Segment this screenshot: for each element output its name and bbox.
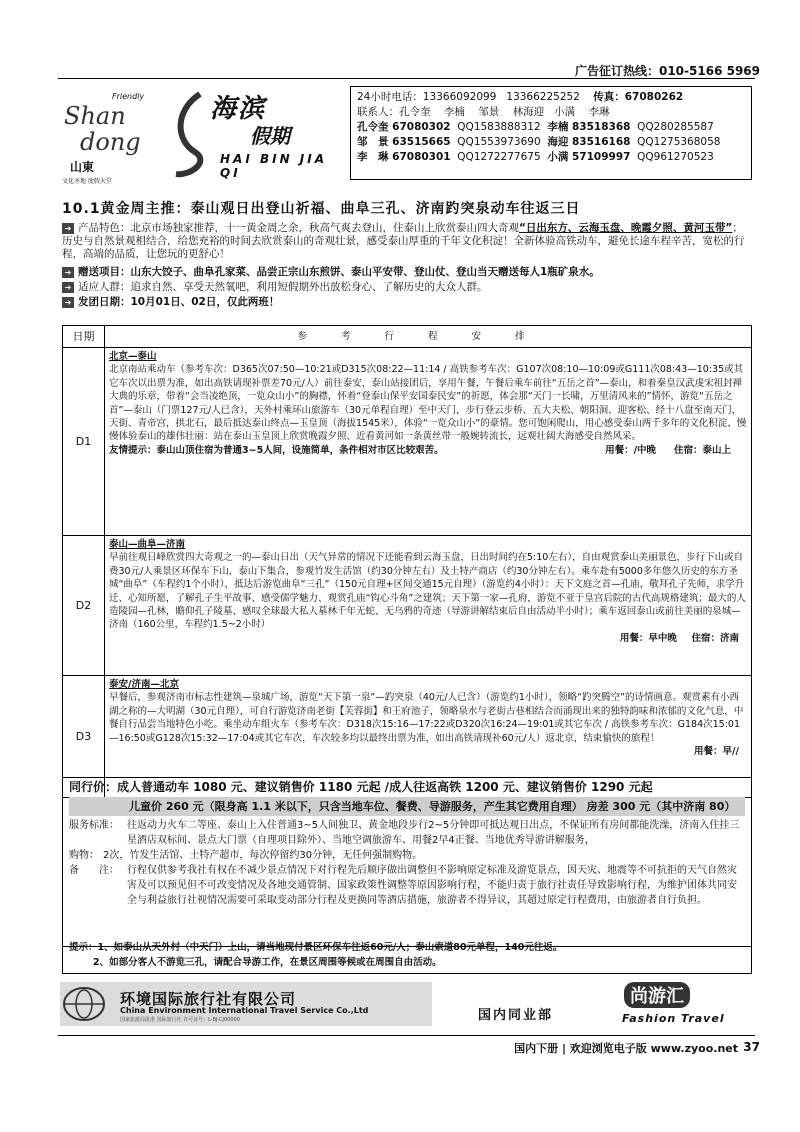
company-banner xyxy=(60,982,432,1026)
contact-row xyxy=(357,150,745,165)
hotline-row xyxy=(357,90,745,105)
contact-cell: QQ961270523 xyxy=(637,151,714,163)
notes-line xyxy=(69,863,745,908)
day-route: 泰安/济南—北京 xyxy=(109,679,179,690)
ad-hotline: 广告征订热线：010-5166 5969 xyxy=(574,64,760,78)
contact-cell: 李楠 83518368 xyxy=(547,121,631,133)
col-plan xyxy=(105,326,752,348)
day-text: 北京南站乘动车（参考车次：D365次07:50—10:21或D315次08:22—11:14 / 高铁参考车次：G107次08:10—10:09或G111次08:43—10:35或其它车次以出票为准，如出高铁请现补票差70元/人）前往泰安，泰山站接团后，享用午餐，午餐后乘车前往“五岳之首”—泰山，和着秦皇汉武虔宋祖封禅大典的乐章，带着“会当凌绝顶，一览众山小”的胸襟，怀着“登泰山保平安国泰民安”的祈愿，体会那“天门一长啸，万里清风来的”情怀，游览“五岳之首”—泰山（门票127元/人已含），天外村乘环山旅游车（30元单程自理）至中天门，步行登云步桥、五大夫松、朝阳洞、迎客松、经十八盘至南天门，天街、青帝宫，拱北石，最后抵达泰山终点—玉皇顶（海拔1545米），体验“一览众山小”的豪情。您可饱闲爬山，用心感受泰山两千多年的文化积淀、慢慢体验泰山的雄伟壮丽：站在泰山玉皇顶上欣赏晚霞夕照、近看黄河如一条黄丝带一般婉转流长，远观壮阔大海感受自然风采。 xyxy=(109,364,747,443)
departure-text: 发团日期：10月01日、02日，仅此两班！ xyxy=(78,296,280,308)
contact-cell: QQ1272277675 xyxy=(457,151,541,163)
product-text-a: 北京市场独家推荐，十一黄金周之余，秋高气爽去登山，住泰山上欣赏泰山四大奇观 xyxy=(130,222,519,234)
day-label: D1 xyxy=(63,348,105,536)
day-stay: 住宿：济南 xyxy=(691,632,739,644)
day-description xyxy=(105,348,752,536)
fax: 传真：67080262 xyxy=(593,91,684,103)
feature-product xyxy=(62,222,752,261)
feature-departure xyxy=(62,296,752,309)
arrow-icon: ➔ xyxy=(62,223,74,234)
page-title: 10.1黄金周主推：泰山观日出登山祈福、曲阜三孔、济南趵突泉动车往返三日 xyxy=(62,201,581,217)
top-rule xyxy=(58,78,755,79)
contact-cell: QQ1553973690 xyxy=(457,136,541,148)
shandong-shan: Shan xyxy=(64,102,126,130)
tip-line: 提示：1、如泰山从天外村（中天门）上山，请当地现付景区环保车往返60元/人；泰山索道80元单程，140元往返。 xyxy=(69,942,563,953)
contact-cell: QQ1275368058 xyxy=(637,136,721,148)
person: 李楠 xyxy=(443,106,465,118)
day-meals: 用餐：早// xyxy=(694,746,739,758)
feature-gift xyxy=(62,266,752,279)
arrow-icon: ➔ xyxy=(62,282,74,293)
haibin-cn2: 假期 xyxy=(250,124,290,148)
haibin-logo xyxy=(170,86,340,182)
hotline-2: 13366225252 xyxy=(506,91,580,103)
service-label: 服务标准： xyxy=(69,820,119,831)
arrow-icon: ➔ xyxy=(62,297,74,308)
price-box xyxy=(62,777,752,947)
contact-cell: QQ1583888312 xyxy=(457,121,541,133)
fashion-travel-logo xyxy=(610,982,755,1030)
footer-rule xyxy=(58,1035,755,1036)
shopping-label: 购物： xyxy=(69,850,99,861)
shandong-sub: 山東 xyxy=(70,160,95,174)
col-day: 日期 xyxy=(63,326,105,348)
day-route: 北京—泰山 xyxy=(109,351,157,362)
day-label: D3 xyxy=(63,676,105,798)
company-license: 国家旅游局批准 国际旅行社 许可证号：L-BJ-CJ00000 xyxy=(120,1017,240,1023)
contact-cell: 海迎 83516168 xyxy=(547,136,631,148)
cets-emblem-icon xyxy=(62,986,106,1022)
dept-name: 国内同业部 xyxy=(478,1008,554,1023)
contact-row xyxy=(357,135,745,150)
day-meta xyxy=(109,632,747,645)
itinerary-row xyxy=(63,536,752,676)
contact-cell: 孔令奎 67080302 xyxy=(357,121,451,133)
company-name-cn: 环境国际旅行社有限公司 xyxy=(120,990,297,1008)
contact-cell: 小满 57109997 xyxy=(547,151,631,163)
product-label: 产品特色： xyxy=(78,222,131,234)
person: 小满 xyxy=(554,106,576,118)
notes-text: 行程仅供参考我社有权在不减少景点情况下对行程先后顺序做出调整但不影响原定标准及游览景点，因天灾、地震等不可抗拒的天气自然灾害及可以预见但不可改变情况及各地交通管制、国家政策性调整等原因影响行程，不能归责于旅行社责任导致影响行程，为维护团体共同安全与利益旅行社视情况需要可采取变动部分行程及更换同等酒店措施，旅游者不得异议，其超过原定行程费用，由旅游者自行负担。 xyxy=(127,865,737,906)
hotline-1: 13366092099 xyxy=(422,91,497,103)
contact-cell: 邹 景 63515665 xyxy=(357,136,451,148)
magazine-line: 国内下册 | 欢迎浏览电子版 www.zyoo.net xyxy=(514,1042,738,1055)
arrow-icon: ➔ xyxy=(62,267,74,278)
person: 孔令奎 xyxy=(399,106,431,118)
shandong-friendly: Friendly xyxy=(112,92,145,101)
price-child: 儿童价 260 元（限身高 1.1 米以下，只含当地车位、餐费、导游服务，产生其它费用自理） 房差 300 元（其中济南 80） xyxy=(69,797,745,816)
person: 林海迎 xyxy=(512,106,545,118)
day-route: 泰山—曲阜—济南 xyxy=(109,539,186,550)
page-number: 37 xyxy=(743,1040,760,1054)
feature-suitable xyxy=(62,281,752,294)
day-meals: 用餐：/中晚 xyxy=(605,444,657,456)
shandong-logo xyxy=(60,88,160,185)
itinerary-header xyxy=(63,326,752,348)
notes-label: 备 注： xyxy=(69,865,119,876)
fashion-en: Fashion Travel xyxy=(622,1012,725,1025)
contact-cell: QQ280285587 xyxy=(637,121,714,133)
people-row xyxy=(357,105,745,120)
people-label: 联系人： xyxy=(357,106,399,118)
company-name-en: China Environment International Travel Service Co.,Ltd xyxy=(120,1006,369,1015)
day-stay: 住宿：泰山上 xyxy=(673,444,731,456)
shandong-tagline: 文化圣地 度假天堂 xyxy=(62,178,112,185)
col-plan-label: 参考行程安排 xyxy=(297,330,559,342)
contact-box xyxy=(350,86,752,180)
day-meta xyxy=(109,444,747,457)
day-description xyxy=(105,536,752,676)
person: 李琳 xyxy=(588,106,610,118)
day-label: D2 xyxy=(63,536,105,676)
tip-line: 2、如部分客人不游览三孔，请配合导游工作，在景区周围等候或在周围自由活动。 xyxy=(93,957,442,968)
gift-text: 赠送项目：山东大饺子、曲阜孔家菜、品尝正宗山东煎饼、泰山平安带、登山仗、登山当天赠送每人1瓶矿泉水。 xyxy=(78,266,600,278)
haibin-cn1: 海滨 xyxy=(210,94,267,124)
day-tip: 友情提示：泰山山顶住宿为普通3~5人间，设施简单，条件相对市区比较艰苦。 xyxy=(109,444,444,456)
day-text: 早餐后，参观济南市标志性建筑—泉城广场，游览“天下第一泉”—趵突泉（40元/人已含）（游览约1小时），领略“趵突腾空”的诗情画意。观赏素有小西湖之称的—大明湖（30元自理），可自行游览济南老街【芙蓉街】和王府池子，领略泉水与老街古巷相结合而涌现出来的独特韵味和浓郁的文化气息，中餐自行品尝当地特色小吃。乘坐动车组火车（参考车次：D318次15:16—17:22或D320次16:24—19:01或其它车次 / 高铁参考车次：G184次15:01—16:50或G128次15:32—17:04或其它车次，车次较多均以最终出票为准，如出高铁请现补60元/人）返北京，结束愉快的旅程！ xyxy=(109,692,744,744)
wave-icon xyxy=(170,90,210,180)
contact-row xyxy=(357,120,745,135)
price-main: 同行价：成人普通动车 1080 元、建议销售价 1180 元起 /成人往返高铁 1200 元、建议销售价 1290 元起 xyxy=(69,780,653,794)
day-meta xyxy=(109,745,747,758)
service-line xyxy=(69,818,745,848)
service-text: 往返动力火车二等座、泰山上入住普通3~5人间独卫、黄金地段步行2~5分钟即可抵达观日出点，不保证所有房间都能洗澡，济南入住挂三星酒店双标间、景点大门票（自理项目除外）、当地空调旅游车、用餐2早4正餐、当地优秀导游讲解服务， xyxy=(127,820,740,846)
suitable-text: 适应人群：追求自然、享受天然氧吧，利用短假期外出放松身心、了解历史的大众人群。 xyxy=(78,281,488,293)
day-meals: 用餐：早中晚 xyxy=(619,632,677,644)
contact-cell: 李 琳 67080301 xyxy=(357,151,451,163)
shopping-text: 2次，竹发生活馆、土特产超市，每次停留约30分钟，无任何强制购物。 xyxy=(103,850,423,861)
haibin-en: HAI BIN JIA QI xyxy=(220,152,328,180)
brand-logos xyxy=(60,86,340,186)
product-highlight: “日出东方、云海玉盘、晚霞夕照、黄河玉带” xyxy=(519,222,733,234)
shopping-line xyxy=(69,848,745,863)
shandong-dong: dong xyxy=(80,128,141,156)
product-text-b: ；历史与自然景观相结合，给您充裕的时间去欣赏泰山的奇观壮景，感受泰山厚重的千年文化积淀！全新体验高铁动车，避免长途车程辛苦，宽松的行程，高端的品质，让您玩的更舒心！ xyxy=(62,222,745,260)
itinerary-table xyxy=(62,325,752,798)
day-text: 早前往观日峰欣赏四大奇观之一的—泰山日出（天气异常的情况下还能看到云海玉盘，日出时间约在5:10左右），自由观赏泰山美丽景色，步行下山或自费30元/人乘景区环保车下山，泰山下集合，参观竹发生活馆（约30分钟左右）及土特产商店（约30分钟左右）。乘车赴有5000多年悠久历史的东方圣城“曲阜”（车程约1个小时），抵达后游览曲阜“三孔”（150元自理+区间交通15元自理）（游览约4小时）：天下文庭之首—孔庙，敬拜孔子先师，求学升迁、心知所愿，了解孔子生平故事、感受儒学魅力、观赏孔庙“钩心斗角”之建筑；天下第一家—孔府，游览不亚于皇宫后院的古代高规格建筑；最大的人造陵园—孔林，瞻仰孔子陵墓、感叹全球最大私人墓林千年无蛇、无乌鸦的奇迹（导游讲解结束后自由活动半小时）；乘车返回泰山或前往美丽的泉城—济南（160公里，车程约1.5~2小时） xyxy=(109,552,746,631)
tips-box xyxy=(62,938,752,974)
itinerary-row xyxy=(63,348,752,536)
person: 邹景 xyxy=(478,106,500,118)
hotline-label: 24小时电话： xyxy=(357,91,423,103)
fashion-cn: 尚游汇 xyxy=(624,982,690,1008)
